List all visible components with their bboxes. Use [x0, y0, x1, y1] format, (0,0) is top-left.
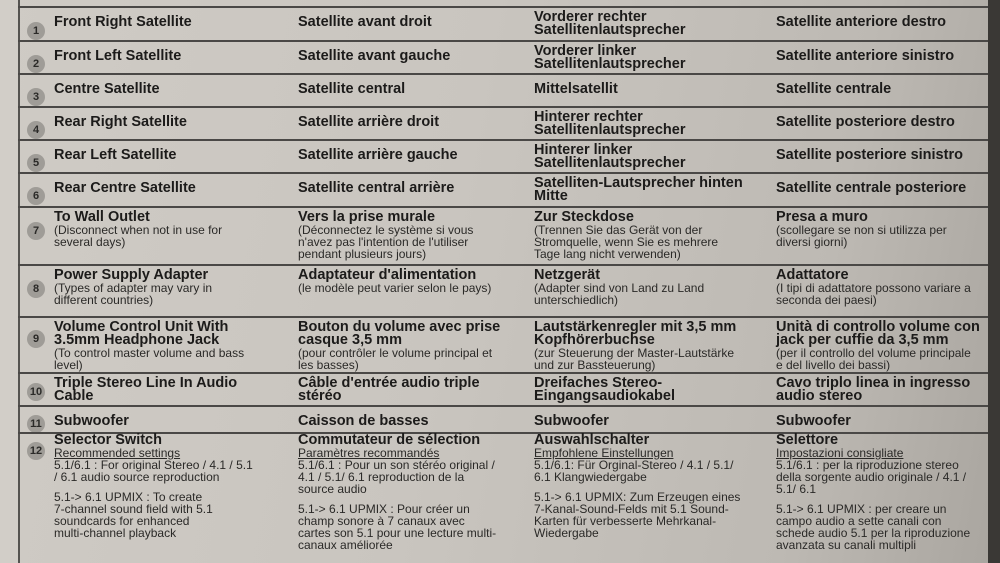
cell-de: [534, 177, 743, 203]
item-title: Satellite arrière gauche: [298, 147, 458, 163]
item-description: 7-channel sound field with 5.1: [54, 502, 213, 516]
item-number-badge: 5: [27, 154, 45, 172]
item-description: und zur Bassteuerung): [534, 358, 656, 372]
item-title: Satellite anteriore destro: [776, 14, 947, 30]
item-number-badge: 2: [27, 55, 45, 73]
table-row: [18, 73, 1000, 108]
item-title: audio stereo: [776, 388, 863, 404]
item-description: Tage lang nicht verwenden): [534, 247, 681, 261]
item-title: Netzgerät: [534, 267, 601, 283]
item-title: Rear Right Satellite: [54, 114, 187, 130]
item-description: 5.1/6.1 : per la riproduzione stereo: [776, 458, 959, 472]
cell-it: [776, 116, 955, 129]
table-row: [18, 40, 1000, 75]
item-description: (Déconnectez le système si vous: [298, 223, 474, 237]
cell-fr: [298, 16, 432, 29]
cell-de: [534, 144, 686, 170]
cell-it: [776, 377, 970, 403]
item-title: Triple Stereo Line In Audio: [54, 375, 238, 391]
item-description: 5.1-> 6.1 UPMIX : To create: [54, 490, 203, 504]
cell-de: [534, 377, 675, 403]
item-description: (pour contrôler le volume principal et: [298, 346, 493, 360]
item-title: Auswahlschalter: [534, 432, 650, 448]
item-description: (Trennen Sie das Gerät von der: [534, 223, 703, 237]
cell-de: [534, 45, 686, 71]
cell-en: [54, 83, 160, 96]
item-description: Karten für verbesserte Mehrkanal-: [534, 514, 717, 528]
table-row: [18, 172, 1000, 208]
item-description: Wiedergabe: [534, 526, 599, 540]
item-title: Commutateur de sélection: [298, 432, 481, 448]
item-number-badge: 1: [27, 22, 45, 40]
item-description: canaux améliorée: [298, 538, 393, 552]
item-description: 4.1 / 5.1/ 6.1 reproduction de la: [298, 470, 465, 484]
table-row: [18, 139, 1000, 174]
item-description: soundcards for enhanced: [54, 514, 190, 528]
item-title: Cavo triplo linea in ingresso: [776, 375, 971, 391]
item-description: 5.1-> 6.1 UPMIX : per creare un: [776, 502, 947, 516]
item-title: Satellite anteriore sinistro: [776, 48, 955, 64]
item-title: Selettore: [776, 432, 839, 448]
item-description: 7-Kanal-Sound-Felds mit 5.1 Sound-: [534, 502, 729, 516]
cell-it: [776, 16, 946, 29]
cell-en: [54, 269, 212, 306]
item-description: della sorgente audio originale / 4.1 /: [776, 470, 967, 484]
cell-de: [534, 434, 740, 539]
cell-en: [54, 321, 244, 371]
cell-en: [54, 377, 237, 403]
item-description: 5.1-> 6.1 UPMIX: Zum Erzeugen eines: [534, 490, 741, 504]
item-description: 5.1/6.1 : Pour un son stéréo original /: [298, 458, 495, 472]
item-description: (Types of adapter may vary in: [54, 281, 213, 295]
item-title: Satelliten-Lautsprecher hinten: [534, 175, 743, 191]
settings-heading: Paramètres recommandés: [298, 446, 440, 460]
cell-de: [534, 11, 686, 37]
item-title: Satellitenlautsprecher: [534, 122, 686, 138]
item-title: To Wall Outlet: [54, 209, 150, 225]
item-number-badge: 12: [27, 442, 45, 460]
cell-fr: [298, 434, 496, 551]
item-title: Satellitenlautsprecher: [534, 22, 686, 38]
cell-de: [534, 269, 704, 306]
item-description: level): [54, 358, 83, 372]
item-title: Satellite avant droit: [298, 14, 432, 30]
item-description: cartes son 5.1 pour une lecture multi-: [298, 526, 497, 540]
item-description: seconda dei paesi): [776, 293, 877, 307]
item-title: Volume Control Unit With: [54, 319, 229, 335]
item-description: avanzata su canali multipli: [776, 538, 917, 552]
cell-fr: [298, 182, 454, 195]
item-description: (To control master volume and bass: [54, 346, 245, 360]
item-description: 5.1-> 6.1 UPMIX : Pour créer un: [298, 502, 470, 516]
cell-fr: [298, 415, 429, 428]
item-title: Adaptateur d'alimentation: [298, 267, 477, 283]
item-description: 5.1/6.1 : For original Stereo / 4.1 / 5.1: [54, 458, 253, 472]
item-title: Vers la prise murale: [298, 209, 436, 225]
item-title: Subwoofer: [776, 413, 851, 429]
cell-de: [534, 415, 609, 428]
item-description: diversi giorni): [776, 235, 848, 249]
item-description: Stromquelle, wenn Sie es mehrere: [534, 235, 719, 249]
page-margin: [0, 0, 18, 563]
item-description: multi-channel playback: [54, 526, 177, 540]
item-title: Subwoofer: [534, 413, 609, 429]
cell-de: [534, 211, 718, 260]
item-number-badge: 8: [27, 280, 45, 298]
item-title: casque 3,5 mm: [298, 332, 402, 348]
cell-it: [776, 83, 891, 96]
page-edge-shadow: [988, 0, 1000, 563]
cell-it: [776, 321, 980, 371]
item-title: Lautstärkenregler mit 3,5 mm: [534, 319, 737, 335]
item-title: Vorderer rechter: [534, 9, 647, 25]
table-row: [18, 432, 1000, 563]
item-title: Presa a muro: [776, 209, 868, 225]
item-description: n'avez pas l'intention de l'utiliser: [298, 235, 469, 249]
item-title: Vorderer linker: [534, 43, 637, 59]
item-title: Satellite centrale: [776, 81, 892, 97]
item-title: Mittelsatellit: [534, 81, 618, 97]
cell-en: [54, 415, 129, 428]
cell-de: [534, 83, 618, 96]
table-row: [18, 405, 1000, 434]
item-title: Satellitenlautsprecher: [534, 155, 686, 171]
item-description: (I tipi di adattatore possono variare a: [776, 281, 971, 295]
item-description: 5.1/ 6.1: [776, 482, 817, 496]
item-title: Zur Steckdose: [534, 209, 634, 225]
cell-it: [776, 182, 966, 195]
item-title: Centre Satellite: [54, 81, 160, 97]
cell-fr: [298, 211, 473, 260]
item-description: (le modèle peut varier selon le pays): [298, 281, 492, 295]
item-description: champ sonore à 7 canaux avec: [298, 514, 465, 528]
item-description: (Adapter sind von Land zu Land: [534, 281, 705, 295]
cell-en: [54, 116, 187, 129]
item-number-badge: 10: [27, 383, 45, 401]
cell-de: [534, 111, 686, 137]
item-number-badge: 9: [27, 330, 45, 348]
item-number-badge: 11: [27, 415, 45, 433]
item-title: Satellite centrale posteriore: [776, 180, 967, 196]
table-row: [18, 206, 1000, 266]
table-row: [18, 6, 1000, 42]
item-title: Unità di controllo volume con: [776, 319, 980, 335]
cell-fr: [298, 83, 405, 96]
cell-fr: [298, 50, 450, 63]
item-title: Cable: [54, 388, 94, 404]
item-title: Satellite central: [298, 81, 406, 97]
item-title: Hinterer rechter: [534, 109, 643, 125]
item-title: Selector Switch: [54, 432, 162, 448]
cell-it: [776, 434, 970, 551]
cell-en: [54, 16, 192, 29]
settings-heading: Empfohlene Einstellungen: [534, 446, 674, 460]
item-description: campo audio a sette canali con: [776, 514, 942, 528]
item-description: les basses): [298, 358, 359, 372]
cell-it: [776, 211, 947, 248]
item-description: (Disconnect when not in use for: [54, 223, 223, 237]
item-title: Eingangsaudiokabel: [534, 388, 675, 404]
cell-it: [776, 149, 963, 162]
item-description: (per il controllo del volume principale: [776, 346, 971, 360]
item-title: 3.5mm Headphone Jack: [54, 332, 220, 348]
item-title: stéréo: [298, 388, 342, 404]
item-title: Front Right Satellite: [54, 14, 192, 30]
item-description: e del livello dei bassi): [776, 358, 891, 372]
item-title: Bouton du volume avec prise: [298, 319, 501, 335]
settings-heading: Recommended settings: [54, 446, 181, 460]
item-title: Satellite central arrière: [298, 180, 455, 196]
cell-fr: [298, 321, 500, 371]
item-number-badge: 4: [27, 121, 45, 139]
cell-fr: [298, 116, 439, 129]
table-row: [18, 372, 1000, 407]
cell-en: [54, 182, 196, 195]
item-number-badge: 3: [27, 88, 45, 106]
item-title: Rear Left Satellite: [54, 147, 177, 163]
item-title: Adattatore: [776, 267, 849, 283]
item-title: Kopfhörerbuchse: [534, 332, 655, 348]
item-description: different countries): [54, 293, 154, 307]
item-description: schede audio 5.1 per la riproduzione: [776, 526, 971, 540]
item-number-badge: 7: [27, 222, 45, 240]
item-description: several days): [54, 235, 126, 249]
cell-fr: [298, 269, 491, 294]
item-description: 6.1 Klangwiedergabe: [534, 470, 647, 484]
settings-heading: Impostazioni consigliate: [776, 446, 904, 460]
item-title: Dreifaches Stereo-: [534, 375, 663, 391]
cell-it: [776, 50, 954, 63]
item-title: Satellite arrière droit: [298, 114, 440, 130]
item-title: Mitte: [534, 188, 568, 204]
item-title: Satellite avant gauche: [298, 48, 451, 64]
item-description: source audio: [298, 482, 367, 496]
item-description: 5.1/6.1: Für Orginal-Stereo / 4.1 / 5.1/: [534, 458, 734, 472]
cell-en: [54, 50, 181, 63]
item-title: Power Supply Adapter: [54, 267, 209, 283]
item-title: Caisson de basses: [298, 413, 429, 429]
item-title: Subwoofer: [54, 413, 129, 429]
item-description: (zur Steuerung der Master-Lautstärke: [534, 346, 735, 360]
item-title: Rear Centre Satellite: [54, 180, 196, 196]
table-row: [18, 264, 1000, 318]
table-row: [18, 106, 1000, 141]
cell-it: [776, 415, 851, 428]
cell-it: [776, 269, 971, 306]
item-title: Câble d'entrée audio triple: [298, 375, 480, 391]
cell-en: [54, 149, 177, 162]
item-description: unterschiedlich): [534, 293, 619, 307]
item-title: Satellitenlautsprecher: [534, 56, 686, 72]
cell-en: [54, 434, 253, 539]
cell-fr: [298, 149, 458, 162]
item-description: (scollegare se non si utilizza per: [776, 223, 947, 237]
cell-fr: [298, 377, 480, 403]
item-title: jack per cuffie da 3,5 mm: [776, 332, 949, 348]
item-number-badge: 6: [27, 187, 45, 205]
item-title: Satellite posteriore destro: [776, 114, 955, 130]
item-title: Hinterer linker: [534, 142, 633, 158]
cell-de: [534, 321, 736, 371]
item-title: Satellite posteriore sinistro: [776, 147, 963, 163]
table-row: [18, 316, 1000, 374]
item-description: pendant plusieurs jours): [298, 247, 427, 261]
cell-en: [54, 211, 222, 248]
item-title: Front Left Satellite: [54, 48, 182, 64]
item-description: / 6.1 audio source reproduction: [54, 470, 220, 484]
